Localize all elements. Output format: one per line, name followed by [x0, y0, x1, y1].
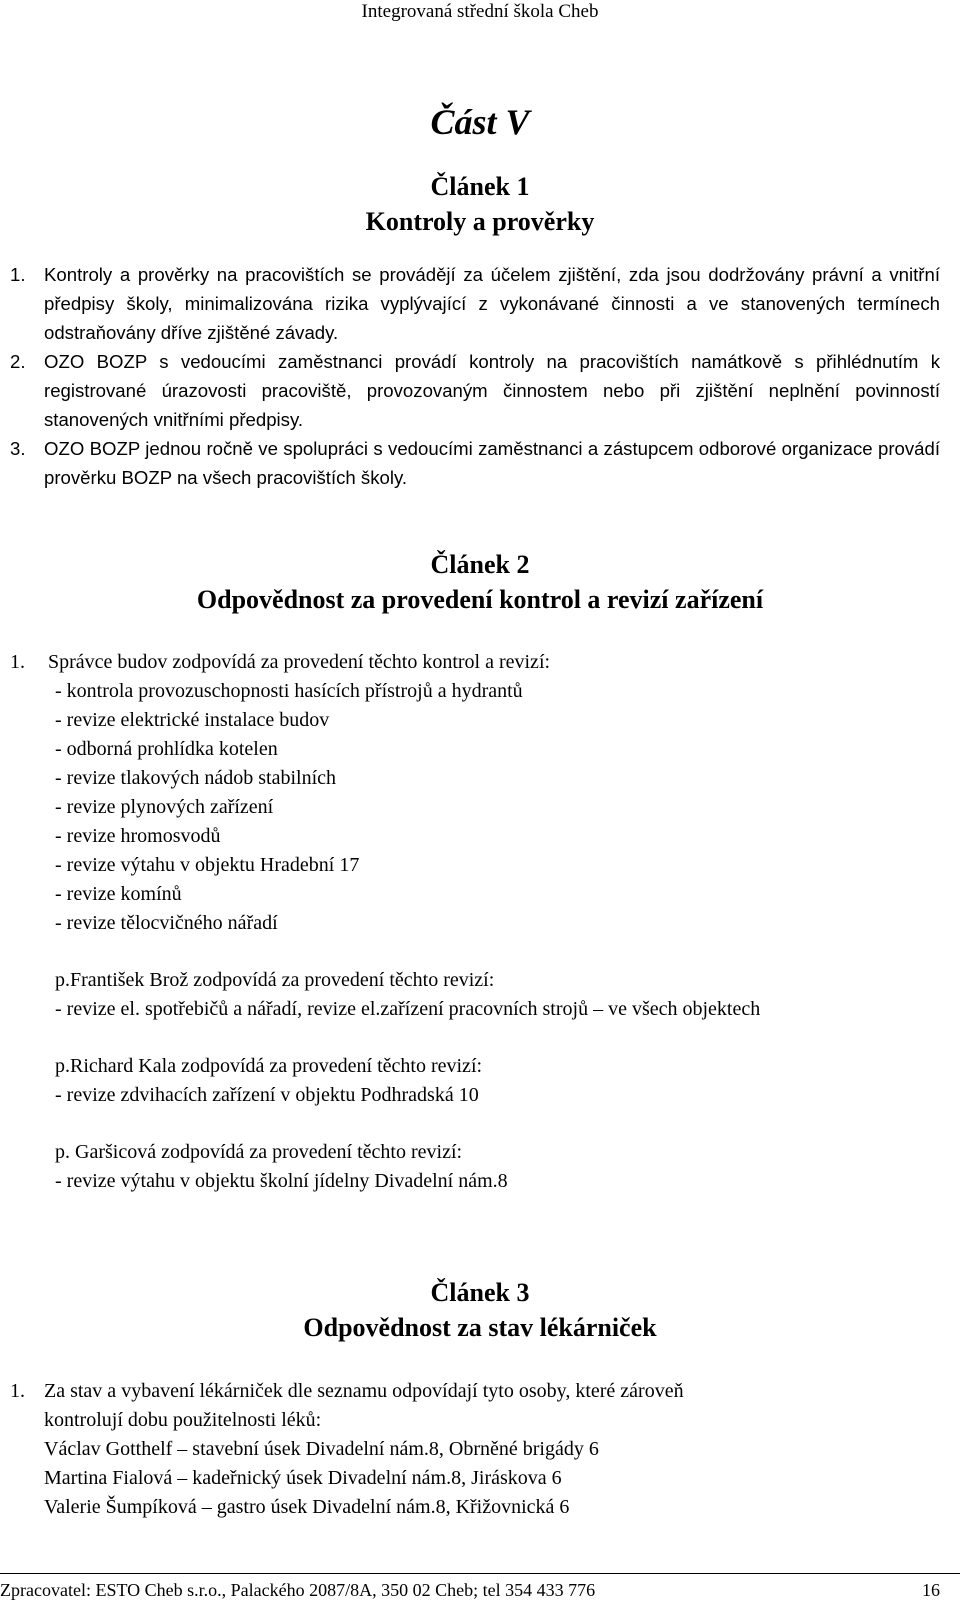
revision-item: - revize plynových zařízení — [55, 796, 274, 818]
garsicova-intro: p. Garšicová zodpovídá za provedení těchto revizí: — [55, 1141, 463, 1163]
article-2-intro: Správce budov zodpovídá za provedení těchto kontrol a revizí: — [48, 651, 551, 673]
revision-item: - revize tělocvičného nářadí — [55, 912, 278, 934]
page-header: Integrovaná střední škola Cheb — [361, 1, 599, 22]
kala-item: - revize zdvihacích zařízení v objektu Podhradská 10 — [55, 1084, 479, 1106]
revision-item: - revize tlakových nádob stabilních — [55, 767, 337, 789]
revision-item: - revize výtahu v objektu Hradební 17 — [55, 854, 360, 876]
kala-intro: p.Richard Kala zodpovídá za provedení těchto revizí: — [55, 1055, 483, 1077]
broz-intro: p.František Brož zodpovídá za provedení těchto revizí: — [55, 969, 495, 991]
footer-text: Zpracovatel: ESTO Cheb s.r.o., Palackého 2087/8A, 350 02 Cheb; tel 354 433 776 — [0, 1580, 596, 1600]
item-number: 1. — [10, 264, 26, 285]
part-title: Část V — [430, 102, 530, 142]
article-2-label: Článek 2 — [430, 550, 530, 579]
responsible-person: Valerie Šumpíková – gastro úsek Divadelní nám.8, Křižovnická 6 — [44, 1496, 570, 1518]
item-number: 2. — [10, 351, 26, 372]
item-number: 3. — [10, 438, 26, 459]
page-number: 16 — [922, 1580, 940, 1600]
article-2-title: Odpovědnost za provedení kontrol a revizí zařízení — [196, 585, 764, 614]
revision-item: - revize hromosvodů — [55, 825, 221, 847]
responsible-person: Václav Gotthelf – stavební úsek Divadelní nám.8, Obrněné brigády 6 — [44, 1438, 599, 1460]
article-3-line-2: kontrolují dobu použitelnosti léků: — [44, 1409, 322, 1431]
revision-item: - revize komínů — [55, 883, 182, 905]
article-2-number: 1. — [10, 651, 25, 673]
item-text: OZO BOZP s vedoucími zaměstnanci provádí kontroly na pracovištích namátkově s přihlédnutím k registrované úrazovosti pracoviště, provozovaným činnostem nebo při zjištění neplnění povinností stanovených vnitřními předpisy. — [44, 351, 940, 430]
article-1-item-3 — [10, 434, 940, 492]
article-1-item-2 — [10, 347, 940, 434]
item-text: Kontroly a prověrky na pracovištích se provádějí za účelem zjištění, zda jsou dodržovány právní a vnitřní předpisy školy, minimalizována rizika vyplývající z vykonávané činnosti a ve stanovených termínech odstraňovány dříve zjištěné závady. — [44, 264, 940, 343]
article-3-number: 1. — [10, 1380, 25, 1402]
item-text: OZO BOZP jednou ročně ve spolupráci s vedoucími zaměstnanci a zástupcem odborové organizace provádí prověrku BOZP na všech pracovištích školy. — [44, 438, 940, 488]
revision-item: - kontrola provozuschopnosti hasících přístrojů a hydrantů — [55, 680, 523, 702]
responsible-person: Martina Fialová – kadeřnický úsek Divadelní nám.8, Jiráskova 6 — [44, 1467, 562, 1489]
article-3-line-1: Za stav a vybavení lékárniček dle seznamu odpovídají tyto osoby, které zároveň — [44, 1380, 684, 1402]
article-1-label: Článek 1 — [430, 172, 530, 201]
article-3-title: Odpovědnost za stav lékárniček — [303, 1313, 657, 1342]
revision-item: - odborná prohlídka kotelen — [55, 738, 278, 760]
broz-item: - revize el. spotřebičů a nářadí, revize el.zařízení pracovních strojů – ve všech objektech — [55, 998, 761, 1020]
article-3-label: Článek 3 — [430, 1278, 530, 1307]
article-1-item-1 — [10, 260, 940, 347]
garsicova-item: - revize výtahu v objektu školní jídelny Divadelní nám.8 — [55, 1170, 508, 1192]
article-1-title: Kontroly a prověrky — [365, 207, 595, 236]
revision-item: - revize elektrické instalace budov — [55, 709, 330, 731]
page-footer — [0, 1573, 960, 1600]
